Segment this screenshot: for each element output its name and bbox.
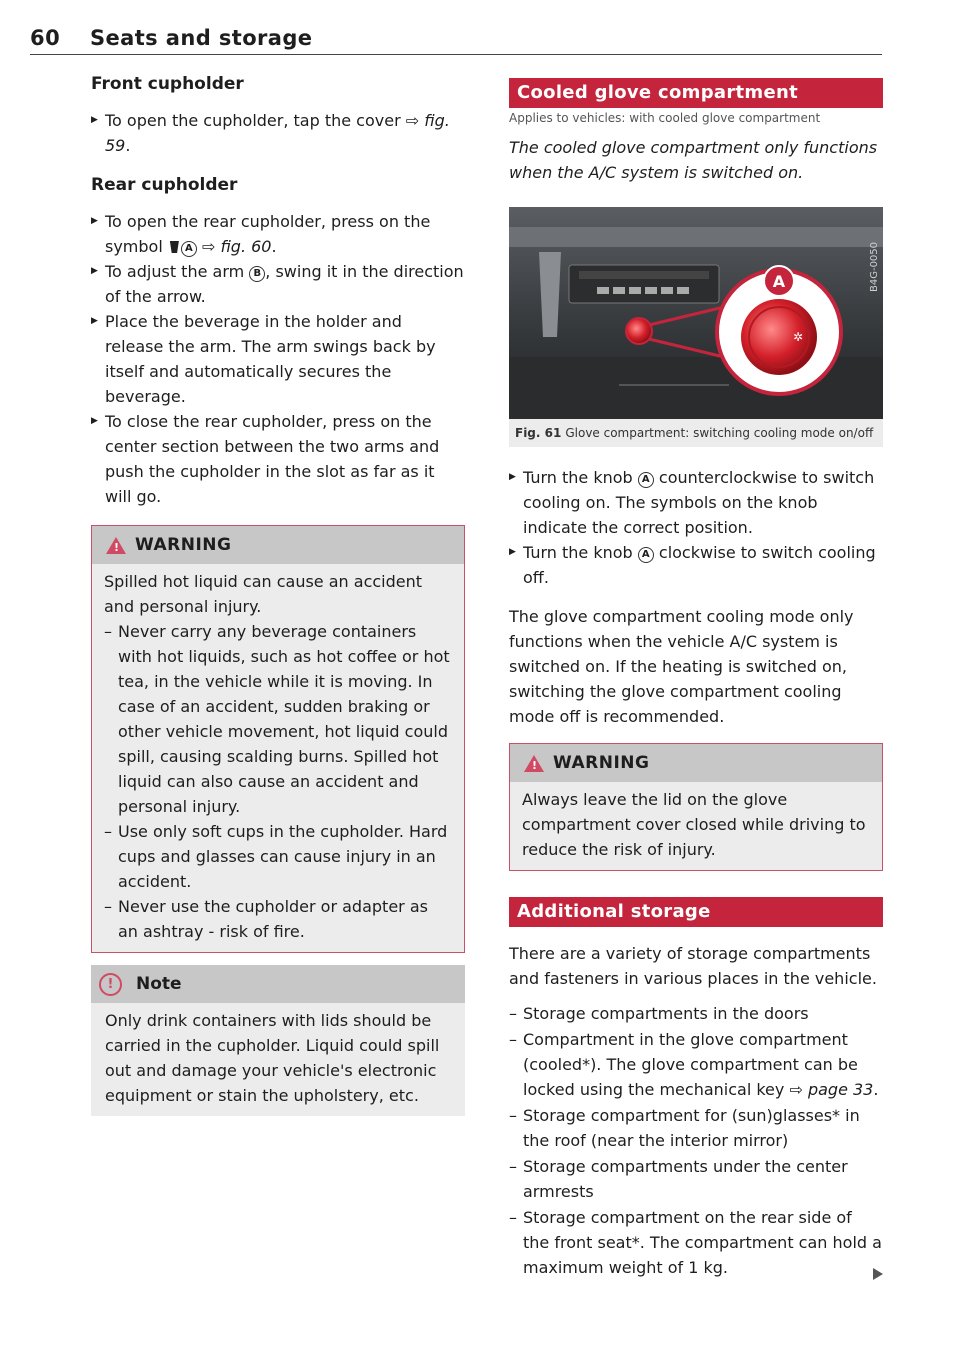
additional-storage-title: Additional storage: [509, 897, 883, 927]
storage-item-text: Compartment in the glove compartment (cooled*). The glove compartment can be locked using the mechanical key: [523, 1030, 858, 1099]
rear-step-2-text-a: To adjust the arm: [105, 262, 245, 281]
marker-b-icon: B: [249, 266, 265, 282]
cupholder-warning-box: [91, 525, 465, 953]
continued-arrow-icon: [873, 1268, 883, 1280]
warning-item: – Never use the cupholder or adapter as an ashtray - risk of fire.: [104, 894, 452, 944]
marker-a-icon: A: [638, 472, 654, 488]
figure-caption-text: Glove compartment: switching cooling mode on/off: [565, 426, 874, 440]
warning-item: – Never carry any beverage containers with hot liquids, such as hot coffee or hot tea, in the vehicle while it is moving. In case of an accident, sudden braking or other vehicle movement, hot liquid could spill, causing scalding burns. Spilled hot liquid can also cause an accident and personal injury.: [104, 619, 452, 819]
rear-step-3: ▶ Place the beverage in the holder and release the arm. The arm swings back by itself and automatically secures the beverage.: [91, 309, 465, 409]
rear-cupholder-heading: Rear cupholder: [91, 175, 238, 195]
knob-step-2-text-b: clockwise to switch cooling off.: [523, 543, 876, 587]
storage-item: – Storage compartment on the rear side of the front seat*. The compartment can hold a maximum weight of 1 kg.: [509, 1205, 883, 1280]
warning-triangle-icon: [106, 537, 126, 554]
cooling-mode-paragraph: The glove compartment cooling mode only functions when the vehicle A/C system is switched on. If the heating is switched on, switching the glove compartment cooling mode off is recommended.: [509, 607, 854, 726]
storage-list: [509, 1001, 883, 1280]
figure-61: [509, 207, 883, 447]
warning-header: [510, 744, 882, 782]
front-cupholder-steps: [91, 108, 465, 158]
rear-cupholder-steps: [91, 209, 465, 509]
storage-item: – Storage compartment for (sun)glasses* in the roof (near the interior mirror): [509, 1103, 883, 1153]
warning-header: [92, 526, 464, 564]
storage-item: – Storage compartments in the doors: [509, 1001, 883, 1026]
front-step-1-text: To open the cupholder, tap the cover: [105, 111, 401, 130]
note-title: Note: [136, 974, 182, 994]
warning-title: WARNING: [553, 753, 650, 773]
svg-text:✲: ✲: [793, 330, 804, 344]
applies-to-note: Applies to vehicles: with cooled glove compartment: [509, 111, 821, 125]
info-note-icon: !: [99, 973, 122, 996]
right-column: [509, 78, 883, 1281]
rear-step-4: ▶ To close the rear cupholder, press on the center section between the two arms and push the cupholder in the slot as far as it will go.: [91, 409, 465, 509]
page-number: 60: [30, 26, 61, 50]
front-step-1: ▶ To open the cupholder, tap the cover ⇨ fig. 59.: [91, 108, 465, 158]
figure-marker-a: A: [772, 272, 786, 291]
warning-body: [92, 564, 464, 952]
knob-step-2-text-a: Turn the knob: [523, 543, 633, 562]
front-cupholder-heading: Front cupholder: [91, 74, 244, 94]
knob-step-1-text-b: counterclockwise to switch cooling on. The symbols on the knob indicate the correct position.: [523, 468, 875, 537]
knob-steps: [509, 465, 883, 590]
warning-item: – Use only soft cups in the cupholder. Hard cups and glasses can cause injury in an accident.: [104, 819, 452, 894]
fig-60-link[interactable]: ⇨ fig. 60: [201, 237, 272, 256]
section-title: Seats and storage: [90, 26, 313, 50]
note-body: Only drink containers with lids should be carried in the cupholder. Liquid could spill out and damage your vehicle's electronic equipment or stain the upholstery, etc.: [105, 1011, 440, 1105]
storage-intro: There are a variety of storage compartments and fasteners in various places in the vehicle.: [509, 944, 877, 988]
storage-item: – Compartment in the glove compartment (cooled*). The glove compartment can be locked using the mechanical key ⇨ page 33.: [509, 1027, 883, 1102]
storage-item: – Storage compartments under the center armrests: [509, 1154, 883, 1204]
cup-symbol-icon: [170, 241, 179, 253]
page-header: [30, 22, 882, 55]
rear-step-1-text: To open the rear cupholder, press on the symbol: [105, 212, 431, 256]
cooled-glove-compartment-title: Cooled glove compartment: [509, 78, 883, 108]
cooled-intro: The cooled glove compartment only functions when the A/C system is switched on.: [509, 138, 878, 182]
rear-step-1: ▶ To open the rear cupholder, press on the symbol A ⇨ fig. 60.: [91, 209, 465, 259]
warning-triangle-icon: [524, 755, 544, 772]
note-box: [91, 965, 465, 1116]
figure-code: B4G-0050: [869, 241, 880, 293]
fig-59-link[interactable]: ⇨ fig. 59: [105, 111, 450, 155]
warning-title: WARNING: [135, 535, 232, 555]
figure-caption-number: Fig. 61: [515, 426, 562, 440]
glove-compartment-image: [509, 207, 883, 419]
glove-warning-box: [509, 743, 883, 871]
rear-step-2: [91, 259, 465, 309]
knob-step-1: [509, 465, 883, 540]
note-header: [91, 965, 465, 1003]
figure-caption: [509, 419, 883, 447]
knob-step-2: [509, 540, 883, 590]
marker-a-icon: A: [181, 241, 197, 257]
warning-intro: Spilled hot liquid can cause an accident and personal injury.: [104, 572, 423, 616]
page-33-link[interactable]: ⇨ page 33: [789, 1080, 874, 1099]
rear-step-2-text-b: , swing it in the direction of the arrow.: [105, 262, 464, 306]
warning-body: Always leave the lid on the glove compartment cover closed while driving to reduce the risk of injury.: [522, 790, 866, 859]
left-column: [91, 72, 465, 1116]
knob-step-1-text-a: Turn the knob: [523, 468, 633, 487]
marker-a-icon: A: [638, 547, 654, 563]
